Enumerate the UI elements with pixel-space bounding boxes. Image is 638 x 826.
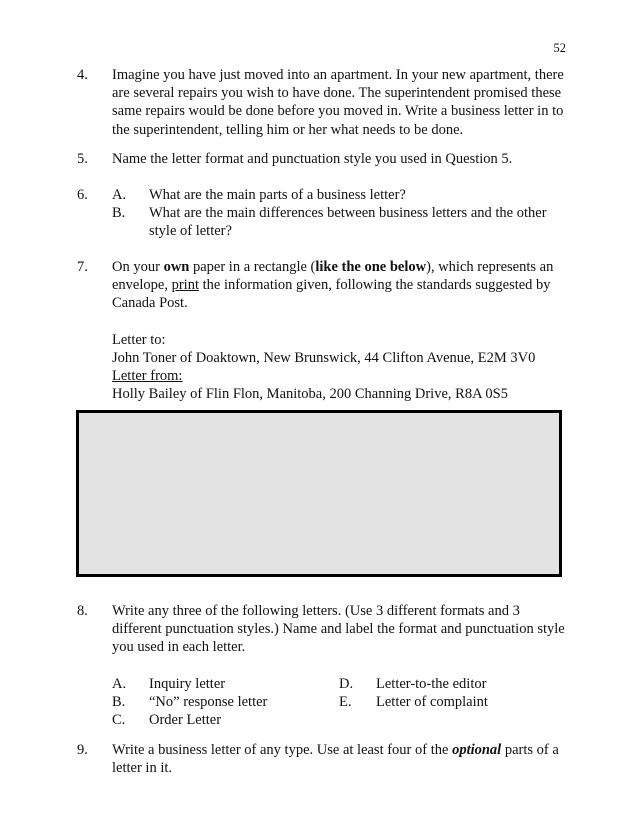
sub-question-text: What are the main parts of a business letter? <box>149 187 406 203</box>
question-body <box>112 741 567 777</box>
question-line: Write any three of the following letters. (Use 3 different formats and 3 <box>112 603 520 619</box>
question-7 <box>77 258 567 403</box>
letter-to-address: John Toner of Doaktown, New Brunswick, 44 Clifton Avenue, E2M 3V0 <box>112 349 536 366</box>
question-line: same repairs would be done before you moved in. Write a business letter in to <box>112 103 564 120</box>
question-number: 7. <box>77 259 88 275</box>
option-c <box>112 711 221 729</box>
sub-question-a <box>112 186 567 204</box>
question-4 <box>77 66 567 139</box>
text-run: On your <box>112 259 164 275</box>
option-b <box>112 693 267 711</box>
spacer <box>112 313 567 331</box>
letter-from-address: Holly Bailey of Flin Flon, Manitoba, 200 Channing Drive, R8A 0S5 <box>112 386 508 403</box>
sub-question-text: What are the main differences between business letters and the other <box>149 205 547 222</box>
emphasis-optional: optional <box>452 742 502 758</box>
option-letter: E. <box>339 693 352 710</box>
sub-question-letter: A. <box>112 187 127 203</box>
question-body <box>112 66 567 139</box>
question-line: different punctuation styles.) Name and label the format and punctuation style <box>112 621 565 638</box>
text-run: ), which represents an <box>426 259 554 275</box>
text-run: the information given, following the standards suggested by <box>198 277 551 294</box>
question-line <box>112 276 567 294</box>
text-run: parts of a <box>501 742 559 758</box>
page-number: 52 <box>553 41 566 55</box>
question-line: Imagine you have just moved into an apartment. In your new apartment, there <box>112 67 564 83</box>
text-run: envelope, <box>112 277 172 294</box>
question-line: you used in each letter. <box>112 639 246 656</box>
option-a <box>112 675 225 693</box>
question-line: Name the letter format and punctuation style you used in Question 5. <box>112 151 513 167</box>
option-letter: B. <box>112 693 126 710</box>
question-number: 8. <box>77 603 88 619</box>
text-run: Write a business letter of any type. Use at least four of the <box>112 742 453 758</box>
question-line <box>112 741 567 759</box>
emphasis-own: own <box>163 259 190 275</box>
emphasis-print: print <box>171 277 199 294</box>
question-number: 9. <box>77 742 88 758</box>
question-body <box>112 258 567 403</box>
letter-to-label: Letter to: <box>112 331 166 348</box>
question-number: 6. <box>77 187 88 203</box>
question-body <box>112 602 567 729</box>
option-letter: D. <box>339 675 354 692</box>
question-9 <box>77 741 567 777</box>
sub-question-b <box>112 204 567 240</box>
question-line <box>112 258 567 276</box>
envelope-rectangle <box>76 410 562 577</box>
question-line: are several repairs you wish to have done. The superintendent promised these <box>112 85 562 102</box>
sub-question-text: style of letter? <box>149 223 232 240</box>
question-number: 5. <box>77 151 88 167</box>
option-letter: C. <box>112 711 126 728</box>
option-text: Letter-to-the editor <box>376 675 487 692</box>
question-8 <box>77 602 567 729</box>
option-text: “No” response letter <box>149 693 268 710</box>
option-text: Letter of complaint <box>376 693 488 710</box>
letter-from-label: Letter from: <box>112 368 183 385</box>
option-text: Inquiry letter <box>149 675 226 692</box>
sub-question-letter: B. <box>112 205 126 222</box>
emphasis-like-below: like the one below <box>315 259 427 275</box>
question-number: 4. <box>77 67 88 83</box>
question-line: letter in it. <box>112 760 172 777</box>
spacer <box>112 657 567 675</box>
option-letter: A. <box>112 675 127 692</box>
question-line: Canada Post. <box>112 295 188 312</box>
option-e <box>339 693 488 711</box>
option-text: Order Letter <box>149 711 222 728</box>
question-6 <box>77 186 567 241</box>
question-5 <box>77 150 567 168</box>
text-run: paper in a rectangle ( <box>189 259 316 275</box>
question-body <box>112 186 567 241</box>
question-body <box>112 150 567 168</box>
question-line: the superintendent, telling him or her what needs to be done. <box>112 121 464 138</box>
letter-options <box>112 675 567 729</box>
option-d <box>339 675 486 693</box>
